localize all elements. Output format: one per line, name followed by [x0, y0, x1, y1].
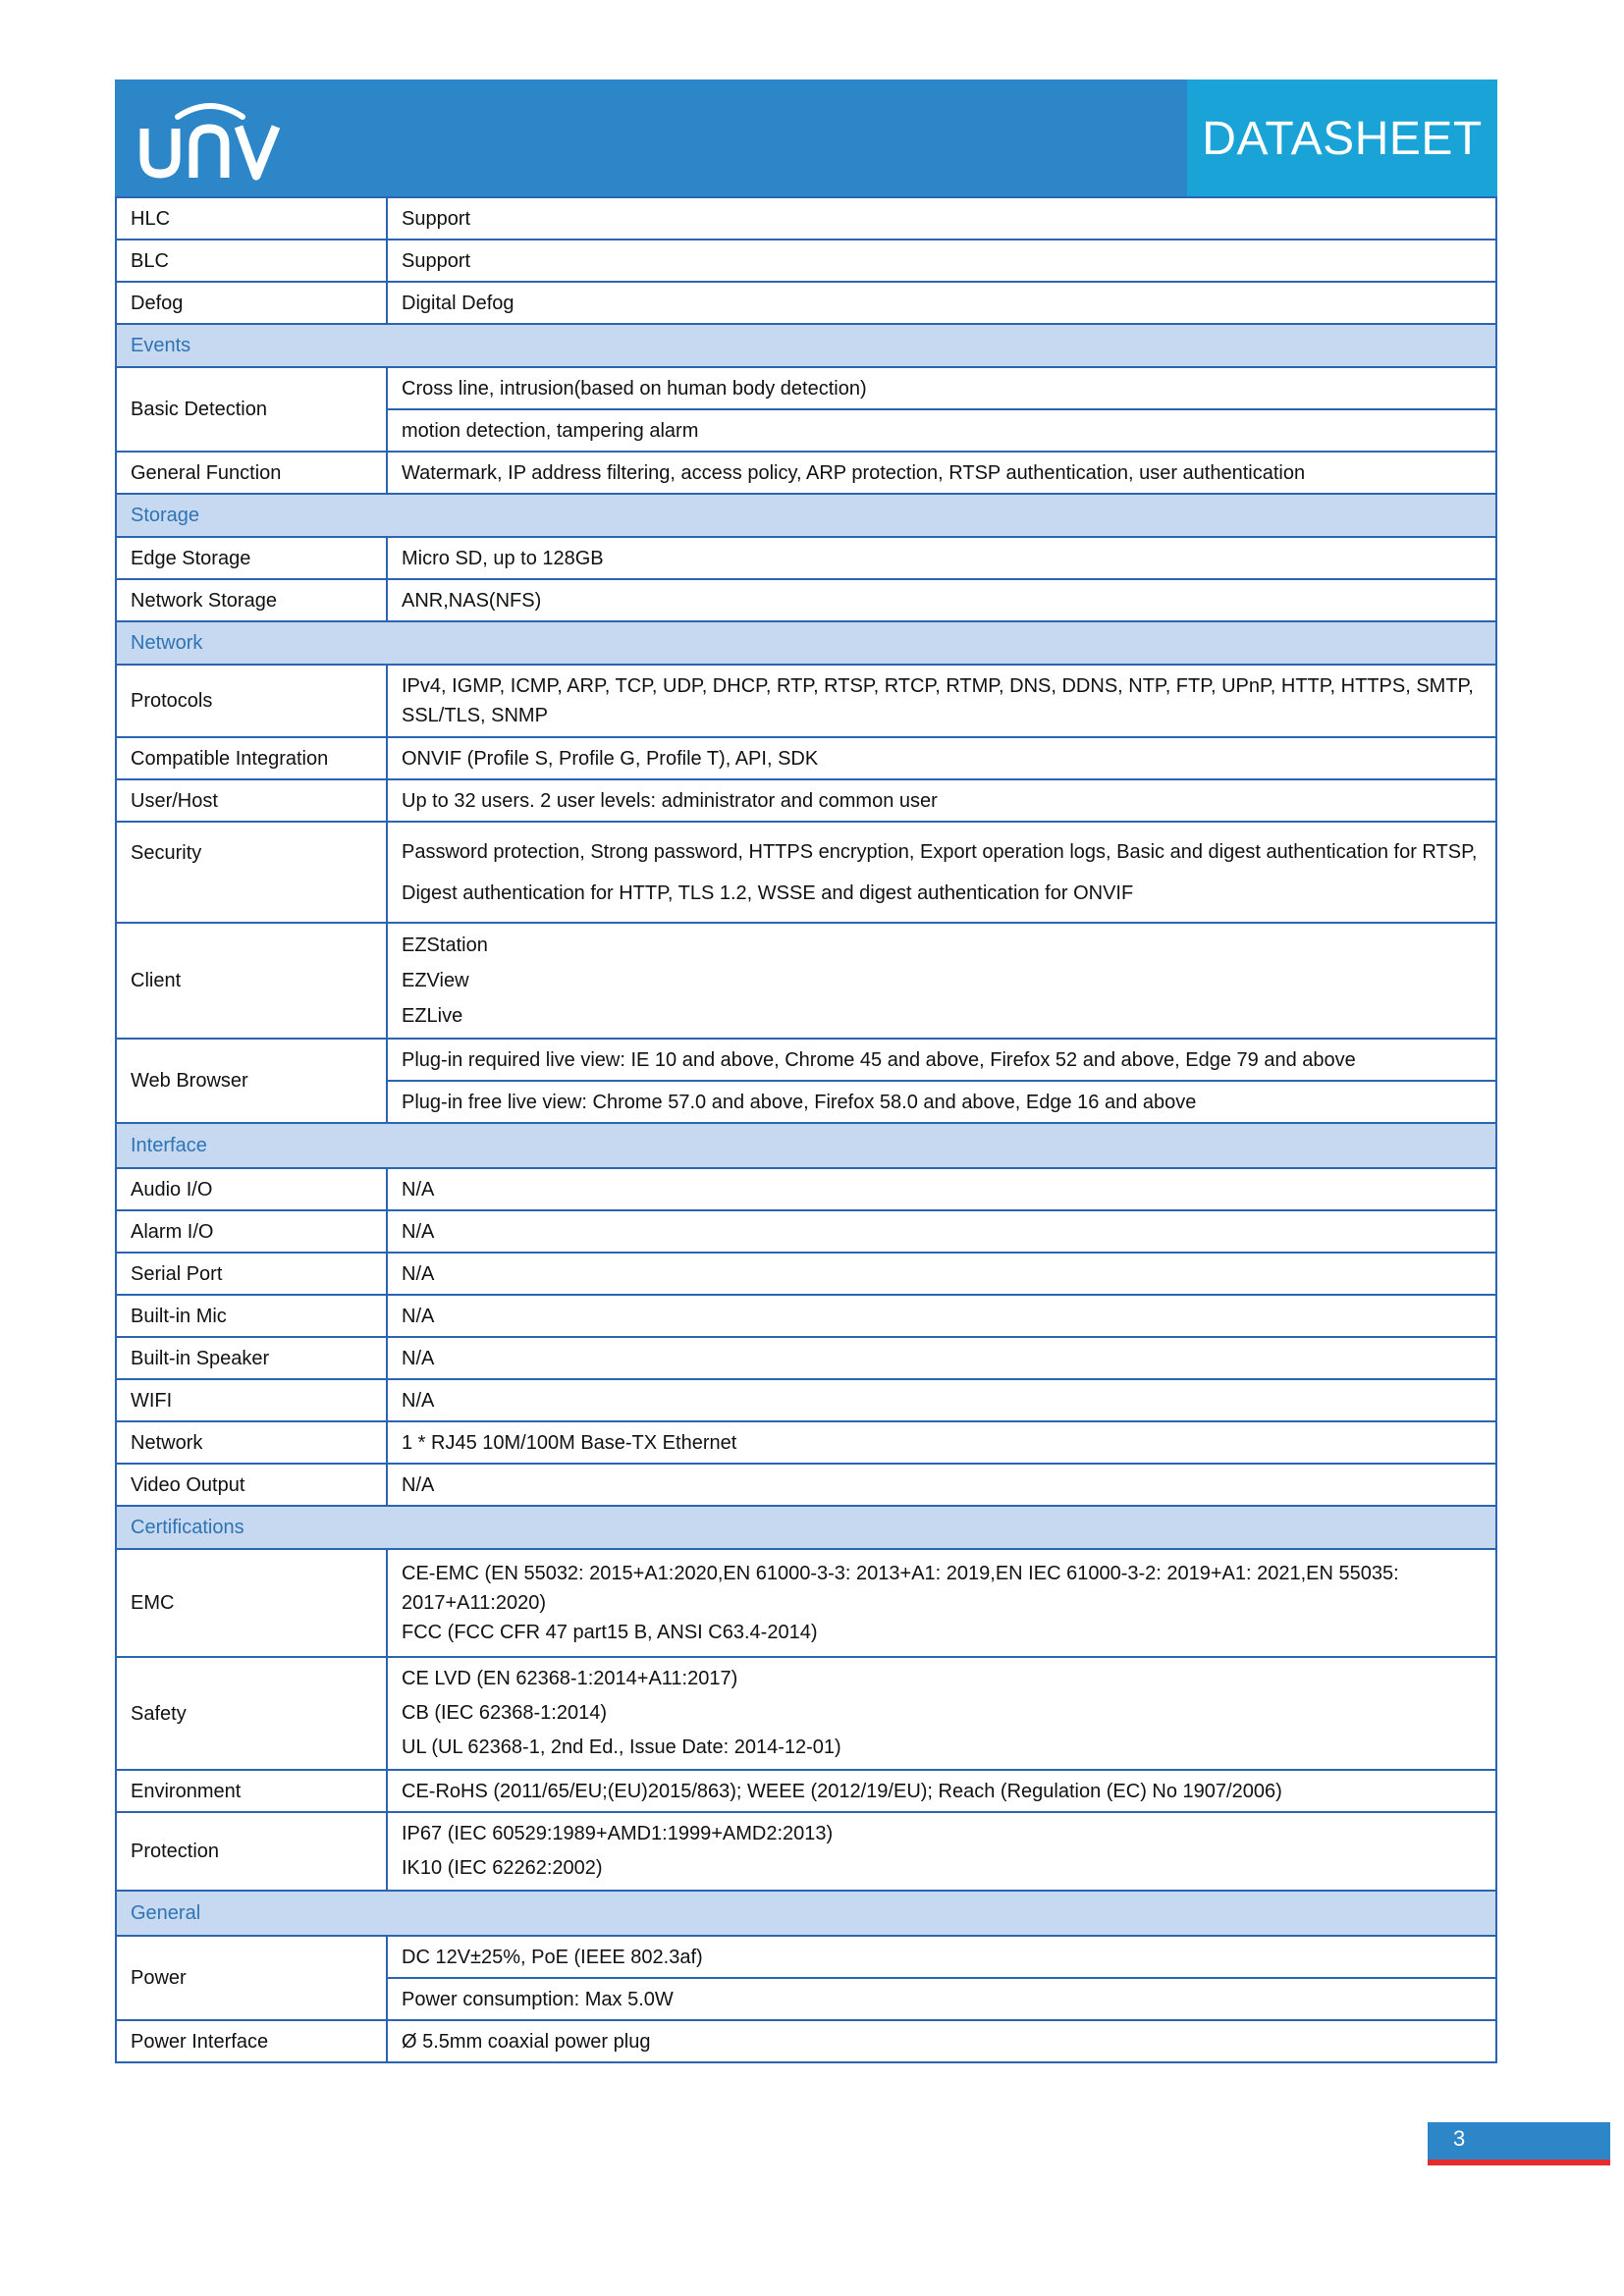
- table-row: [116, 1379, 1496, 1421]
- spec-value: DC 12V±25%, PoE (IEEE 802.3af): [387, 1936, 1496, 1978]
- table-row: [116, 822, 1496, 923]
- table-row: [116, 367, 1496, 409]
- spec-key: Video Output: [116, 1464, 387, 1506]
- spec-key: Defog: [116, 282, 387, 324]
- spec-value: Up to 32 users. 2 user levels: administrator and common user: [387, 779, 1496, 822]
- spec-key: Protocols: [116, 665, 387, 737]
- spec-line: IP67 (IEC 60529:1989+AMD1:1999+AMD2:2013): [402, 1823, 834, 1844]
- section-row: [116, 1506, 1496, 1549]
- section-title-general: General: [116, 1891, 1496, 1936]
- spec-value: CE-RoHS (2011/65/EU;(EU)2015/863); WEEE (2012/19/EU); Reach (Regulation (EC) No 1907/2006): [387, 1770, 1496, 1812]
- table-row: [116, 737, 1496, 779]
- table-row: [116, 282, 1496, 324]
- table-row: [116, 1253, 1496, 1295]
- header-banner: [115, 80, 1497, 197]
- table-row: [116, 1936, 1496, 1978]
- section-title-events: Events: [116, 324, 1496, 367]
- spec-key: EMC: [116, 1549, 387, 1657]
- spec-key: Built-in Speaker: [116, 1337, 387, 1379]
- table-row: [116, 240, 1496, 282]
- spec-key: Protection: [116, 1812, 387, 1891]
- spec-value: Plug-in required live view: IE 10 and above, Chrome 45 and above, Firefox 52 and above, Edge 79 and above: [387, 1039, 1496, 1081]
- page-number-box: [1428, 2122, 1610, 2160]
- spec-value: Support: [387, 240, 1496, 282]
- spec-key: Audio I/O: [116, 1168, 387, 1210]
- section-row: [116, 324, 1496, 367]
- spec-value: Support: [387, 197, 1496, 240]
- table-row: [116, 1168, 1496, 1210]
- spec-value: ANR,NAS(NFS): [387, 579, 1496, 621]
- table-row: [116, 537, 1496, 579]
- spec-line: EZView: [402, 970, 469, 991]
- spec-line: UL (UL 62368-1, 2nd Ed., Issue Date: 2014-12-01): [402, 1736, 841, 1758]
- table-row: [116, 665, 1496, 737]
- spec-key: HLC: [116, 197, 387, 240]
- spec-line: IK10 (IEC 62262:2002): [402, 1857, 603, 1879]
- table-row: [116, 1039, 1496, 1081]
- spec-key: Environment: [116, 1770, 387, 1812]
- table-row: [116, 1421, 1496, 1464]
- spec-value: [387, 1657, 1496, 1770]
- spec-value: N/A: [387, 1210, 1496, 1253]
- spec-line: IPv4, IGMP, ICMP, ARP, TCP, UDP, DHCP, RTP, RTSP, RTCP, RTMP, DNS, DDNS, NTP, FTP, UPnP, HTTP, HTTPS, SMTP,: [402, 675, 1474, 697]
- table-row: [116, 1549, 1496, 1657]
- section-title-storage: Storage: [116, 494, 1496, 537]
- table-row: [116, 1812, 1496, 1891]
- table-row: [116, 1770, 1496, 1812]
- spec-key: Power Interface: [116, 2020, 387, 2062]
- table-row: [116, 2020, 1496, 2062]
- page-number: 3: [1453, 2126, 1466, 2151]
- section-title-network: Network: [116, 621, 1496, 665]
- spec-key: Security: [116, 822, 387, 923]
- spec-key: Edge Storage: [116, 537, 387, 579]
- spec-value: [387, 923, 1496, 1039]
- spec-line: SSL/TLS, SNMP: [402, 705, 548, 726]
- spec-value: Micro SD, up to 128GB: [387, 537, 1496, 579]
- table-row: [116, 779, 1496, 822]
- section-row: [116, 621, 1496, 665]
- spec-value: 1 * RJ45 10M/100M Base-TX Ethernet: [387, 1421, 1496, 1464]
- spec-value: ONVIF (Profile S, Profile G, Profile T), API, SDK: [387, 737, 1496, 779]
- table-row: [116, 452, 1496, 494]
- table-row: [116, 579, 1496, 621]
- table-row: [116, 1464, 1496, 1506]
- spec-value: Plug-in free live view: Chrome 57.0 and above, Firefox 58.0 and above, Edge 16 and above: [387, 1081, 1496, 1123]
- spec-key: Power: [116, 1936, 387, 2020]
- spec-key: BLC: [116, 240, 387, 282]
- spec-line: Digest authentication for HTTP, TLS 1.2, WSSE and digest authentication for ONVIF: [402, 881, 1134, 904]
- spec-key: Safety: [116, 1657, 387, 1770]
- unv-logo: [136, 97, 284, 186]
- spec-line: CE LVD (EN 62368-1:2014+A11:2017): [402, 1668, 738, 1689]
- spec-value: [387, 1549, 1496, 1657]
- spec-key: General Function: [116, 452, 387, 494]
- spec-value: Watermark, IP address filtering, access policy, ARP protection, RTSP authentication, user authentication: [387, 452, 1496, 494]
- spec-key: User/Host: [116, 779, 387, 822]
- section-title-interface: Interface: [116, 1123, 1496, 1168]
- table-row: [116, 197, 1496, 240]
- section-row: [116, 1891, 1496, 1936]
- spec-line: EZStation: [402, 934, 488, 956]
- spec-value: N/A: [387, 1168, 1496, 1210]
- spec-value: N/A: [387, 1253, 1496, 1295]
- spec-value: N/A: [387, 1337, 1496, 1379]
- footer-accent-line: [1428, 2160, 1610, 2165]
- spec-value: Power consumption: Max 5.0W: [387, 1978, 1496, 2020]
- spec-value: [387, 665, 1496, 737]
- spec-key: Serial Port: [116, 1253, 387, 1295]
- spec-key: Alarm I/O: [116, 1210, 387, 1253]
- spec-line: FCC (FCC CFR 47 part15 B, ANSI C63.4-2014): [402, 1622, 818, 1643]
- table-row: [116, 1657, 1496, 1770]
- spec-value: Ø 5.5mm coaxial power plug: [387, 2020, 1496, 2062]
- spec-value: N/A: [387, 1295, 1496, 1337]
- spec-value: [387, 822, 1496, 923]
- spec-line: CB (IEC 62368-1:2014): [402, 1702, 608, 1724]
- table-row: [116, 1337, 1496, 1379]
- spec-key: Basic Detection: [116, 367, 387, 452]
- spec-key: Compatible Integration: [116, 737, 387, 779]
- table-row: [116, 923, 1496, 1039]
- spec-value: N/A: [387, 1464, 1496, 1506]
- section-title-certifications: Certifications: [116, 1506, 1496, 1549]
- spec-value: N/A: [387, 1379, 1496, 1421]
- spec-table: [115, 196, 1497, 2063]
- spec-value: Digital Defog: [387, 282, 1496, 324]
- table-row: [116, 1295, 1496, 1337]
- table-row: [116, 1210, 1496, 1253]
- spec-value: Cross line, intrusion(based on human body detection): [387, 367, 1496, 409]
- spec-key: Built-in Mic: [116, 1295, 387, 1337]
- spec-key: Web Browser: [116, 1039, 387, 1123]
- spec-line: EZLive: [402, 1005, 463, 1027]
- spec-line: CE-EMC (EN 55032: 2015+A1:2020,EN 61000-3-3: 2013+A1: 2019,EN IEC 61000-3-2: 2019+A1: 2021,EN 55035:: [402, 1563, 1399, 1584]
- spec-value: motion detection, tampering alarm: [387, 409, 1496, 452]
- spec-value: [387, 1812, 1496, 1891]
- datasheet-badge: DATASHEET: [1187, 80, 1497, 197]
- spec-key: Client: [116, 923, 387, 1039]
- spec-key: Network Storage: [116, 579, 387, 621]
- spec-key: WIFI: [116, 1379, 387, 1421]
- section-row: [116, 1123, 1496, 1168]
- spec-line: Password protection, Strong password, HTTPS encryption, Export operation logs, Basic and digest authentication for RTSP,: [402, 840, 1478, 863]
- section-row: [116, 494, 1496, 537]
- spec-line: 2017+A11:2020): [402, 1592, 546, 1614]
- spec-key: Network: [116, 1421, 387, 1464]
